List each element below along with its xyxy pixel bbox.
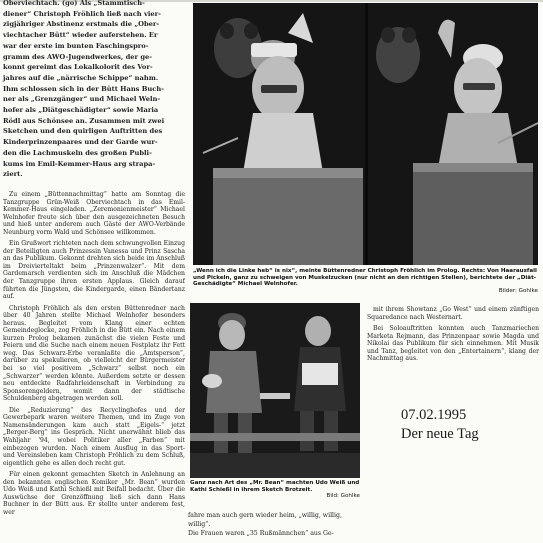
article-paragraph: mit ihrem Showtanz „Go West“ und einem zünftigen Squaredance nach Westernart. bbox=[367, 306, 539, 321]
article-body-lines-2 bbox=[188, 511, 363, 538]
article-line: zigjähriger Abstinenz erstmals die „Ober- bbox=[3, 20, 160, 29]
photo-bottom-mr-bean-sketch bbox=[190, 303, 360, 478]
article-line: kums im Emil-Kemmer-Haus arg strapa- bbox=[3, 159, 156, 168]
article-line: ziert. bbox=[3, 170, 23, 179]
article-intro-column bbox=[3, 0, 191, 180]
article-line: willig“. bbox=[188, 521, 211, 528]
clipping-date: 07.02.1995 bbox=[401, 407, 467, 423]
article-line: ner als „Grenzgänger“ und Michael Weln- bbox=[3, 95, 161, 104]
article-line: Rödl aus Schönsee an. Zusammen mit zwei bbox=[3, 116, 165, 125]
photo-bottom-caption-text: Ganz nach Art des „Mr. Bean“ machten Udo Weiß und Kathi Schießl in ihrem Sketch Brotzeit. bbox=[190, 480, 360, 493]
article-line: Oberviechtach. (go) Als „Stammtisch- bbox=[3, 0, 145, 7]
photo-bottom-credit: Bild: Gohlke bbox=[326, 493, 360, 500]
article-body-column-2-bottom bbox=[188, 511, 363, 538]
article-paragraph: Zu einem „Büttennachmittag“ hatte am Sonntag die Tanzgruppe Grün-Weiß Oberviechtach in das Emil-Kemmer-Haus eingeladen. „Zeremonienmeister“ Michael Welnhofer freute sich über den ausgezeichneten Besuch und hieß unter anderem auch Gäste der AWO-Verbände Neunburg vorm Wald und Schönsee willkommen. bbox=[3, 191, 185, 236]
article-paragraph: Ein Grußwort richteten nach dem schwungvollen Einzug der Beteiligten auch Prinzessin Vanessa und Prinz Sascha an das Publikum. Gekonnt drehten sich beide im Anschluß im Dreivierteltakt beim „Prinzenwalzer“. Mit dem Gardemarsch verdienten sich im Anschluß die Mädchen der Tanzgruppe ihren ersten Applaus. Gleich darauf führten die Jüngsten, die Kindergarde, einen Bändertanz auf. bbox=[3, 240, 185, 301]
article-paragraph: Die „Reduzierung“ des Recyclinghofes und der Gewerbepark waren weitere Themen, und im Zuge von Namensänderungen kam auch statt „Eigels-“ jetzt „Berger-Berg“ ins Gespräch. Nicht unerwähnt blieb das Wahljahr '94, wobei Politiker aller „Farben“ mit einbezogen wurden. Nach einem Ausflug in das Sport- und Vereinsleben kam Christoph Fröhlich zu dem Schluß, eigentlich gehe es allen doch recht gut. bbox=[3, 406, 185, 467]
clipping-annotation bbox=[401, 406, 531, 444]
photo-bottom-image bbox=[190, 303, 360, 478]
article-line: gramm des AWO-Jugendwerkes, der ge- bbox=[3, 52, 153, 61]
photo-top-image bbox=[193, 3, 538, 265]
article-paragraph: Für einen gekonnt gemachten Sketch in Anlehnung an den bekannten englischen Komiker „Mr. Bean“ wurden Udo Weiß und Kathi Schießl mit Beifall bedacht. Über die Auswüchse der Grenzöffnung ließ sich dann Hans Buchner in der Bütt aus. Er stellte unter anderem fest, wer bbox=[3, 471, 185, 516]
article-line: konnt gereimt das Lokalkolorit des Vor- bbox=[3, 63, 153, 72]
photo-top-caption-text: „Wenn ich die Linke heb“ is nix“, meinte Büttenredner Christoph Fröhlich im Prolog. Rechts: Von Haarausfall und Pickeln, ganz zu schweigen von Muskelzucken (nur nicht an den richtigen Stellen), berichtete der „Diät-Geschädigte“ Michael Welnhofer. bbox=[193, 268, 537, 288]
photo-top-buettenredner bbox=[193, 3, 538, 265]
article-line: Die Frauen waren „35 Rußmännchen“ aus Ge- bbox=[188, 530, 334, 537]
article-paragraph: Bei Soloauftritten konnten auch Tanzmariechen Marketa Rejmann, das Prinzenpaar sowie Magda und Nikolai das Publikum für sich einnehmen. Mit Musik und Tanz, begleitet von den „Entertainern“, klang der Nachmittag aus. bbox=[367, 325, 539, 363]
article-line: hofer als „Diätgeschädigter“ sowie Maria bbox=[3, 106, 159, 115]
photo-top-credit: Bilder: Gohlke bbox=[498, 287, 538, 294]
article-line: fahre man auch gern wieder heim, „willig, willig, bbox=[188, 512, 342, 519]
photo-bottom-caption bbox=[190, 480, 360, 500]
article-line: viechtacher Bütt“ wieder auferstehen. Er bbox=[3, 31, 158, 40]
article-body-paragraphs bbox=[3, 191, 185, 516]
article-paragraph: Christoph Fröhlich als den ersten Büttenredner nach über 40 Jahren stellte Michael Welnhofer besonders heraus. Begleitet vom Klang einer echten Gemeindeglocke, zog Fröhlich in die Bütt ein. Nach einem kurzen Prolog bekamen zunächst die vielen Feste und Feiern und die Suche nach einem neuen Festplatz ihr Fett weg. Das Schwarz-Erbe veranlaßte die „Amtsperson“, darüber zu spekulieren, ob vielleicht der Bürgermeister bei so viel positivem „Schwarz“ selbst noch ein „Schwarzer“ werden könnte. Außerdem setzte er dessen neu entdeckte Radfahrleidenschaft in Verbindung zu Sponsorengeldern, womit dann der städtische Schuldenberg abgetragen werden soll. bbox=[3, 304, 185, 403]
article-line: Kinderprinzenpaares und der Garde wur- bbox=[3, 138, 158, 147]
article-body-column-3 bbox=[367, 306, 539, 367]
article-body-column-1 bbox=[3, 191, 185, 543]
article-line: Ihm schlossen sich in der Bütt Hans Buch- bbox=[3, 84, 165, 93]
article-line: diener“ Christoph Fröhlich ließ nach vier- bbox=[3, 9, 161, 18]
article-line: Sketchen und den quirligen Auftritten des bbox=[3, 127, 163, 136]
article-line: jahres auf die „närrische Schippe“ nahm. bbox=[3, 73, 159, 82]
photo-top-caption bbox=[193, 268, 538, 294]
clipping-source: Der neue Tag bbox=[401, 426, 479, 442]
article-intro-lines bbox=[3, 0, 191, 180]
article-line: war der erste im bunten Faschingspro- bbox=[3, 41, 149, 50]
article-body-paragraphs-3 bbox=[367, 306, 539, 363]
article-line: den die Lachmuskeln des großen Publi- bbox=[3, 148, 152, 157]
